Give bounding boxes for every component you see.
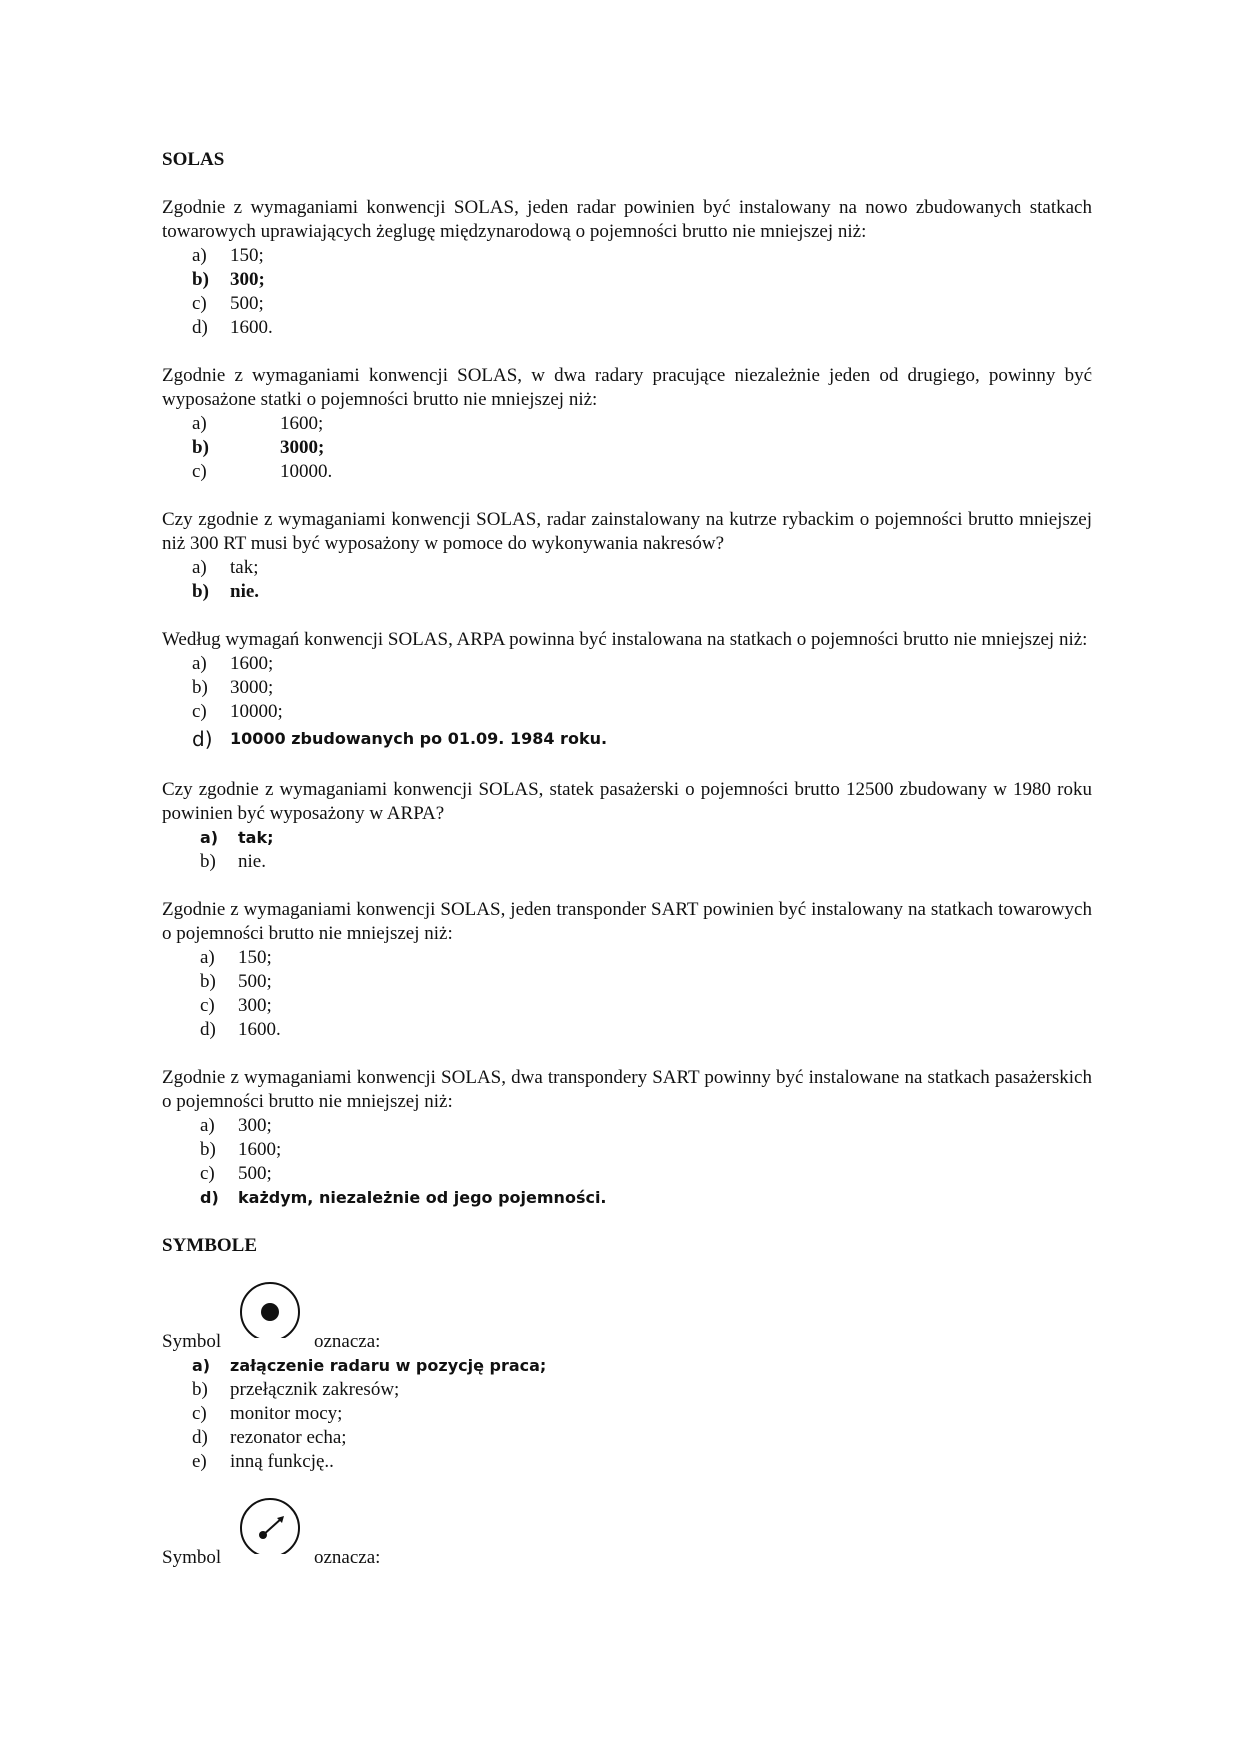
question-text: Zgodnie z wymaganiami konwencji SOLAS, jeden radar powinien być instalowany na nowo zbudowanych statkach towarowych uprawiających żeglugę międzynarodową o pojemności brutto nie mniejszej niż: [162, 197, 1092, 242]
options-list [162, 946, 1092, 1042]
radar-power-on-icon [238, 1282, 302, 1346]
option-b: b) 1600; [200, 1139, 282, 1160]
option-c: c) 500; [200, 1163, 272, 1184]
option-a: a) 150; [200, 947, 272, 968]
options-list [162, 1354, 1092, 1474]
option-b: b) nie. [200, 851, 266, 872]
option-e: e) inną funkcję.. [192, 1451, 334, 1472]
symbol-word: Symbol [162, 1547, 222, 1568]
question-6 [162, 898, 1092, 1042]
options-list [162, 412, 1092, 484]
question-3 [162, 508, 1092, 604]
option-a: a) 1600; [192, 413, 324, 434]
option-d: d) 1600. [200, 1019, 281, 1040]
options-list [162, 244, 1092, 340]
question-text: Zgodnie z wymaganiami konwencji SOLAS, jeden transponder SART powinien być instalowany na statkach towarowych o pojemności brutto nie mniejszej niż: [162, 899, 1092, 944]
question-text: Czy zgodnie z wymaganiami konwencji SOLAS, statek pasażerski o pojemności brutto 12500 zbudowany w 1980 roku powinien być wyposażony w ARPA? [162, 779, 1092, 824]
symbol-row [162, 1498, 1092, 1570]
options-list [162, 1114, 1092, 1210]
question-7 [162, 1066, 1092, 1210]
section-heading-solas: SOLAS [162, 149, 225, 170]
option-a-correct: a) tak; [200, 828, 274, 847]
option-a: a) 1600; [192, 653, 274, 674]
options-list [162, 556, 1092, 604]
range-scale-icon [238, 1498, 302, 1562]
option-c: c) 500; [192, 293, 264, 314]
option-b: b) przełącznik zakresów; [192, 1379, 400, 1400]
section-heading-symbole: SYMBOLE [162, 1235, 258, 1256]
option-c: c) 300; [200, 995, 272, 1016]
option-a: a) 300; [200, 1115, 272, 1136]
symbol-oznacza: oznacza: [314, 1331, 381, 1352]
option-d-correct: d) 10000 zbudowanych po 01.09. 1984 roku. [192, 727, 608, 751]
document-content [162, 148, 1092, 1570]
symbol-oznacza: oznacza: [314, 1547, 381, 1568]
symbol-row [162, 1282, 1092, 1354]
symbol-question-2 [162, 1498, 1092, 1570]
option-b: b) 500; [200, 971, 272, 992]
option-c: c) monitor mocy; [192, 1403, 343, 1424]
symbol-word: Symbol [162, 1331, 222, 1352]
option-a: a) 150; [192, 245, 264, 266]
option-a: a) tak; [192, 557, 259, 578]
options-list [162, 652, 1092, 754]
question-1 [162, 196, 1092, 340]
option-b-correct: b) nie. [192, 581, 260, 602]
question-text: Zgodnie z wymaganiami konwencji SOLAS, dwa transpondery SART powinny być instalowane na statkach pasażerskich o pojemności brutto nie mniejszej niż: [162, 1067, 1092, 1112]
question-4 [162, 628, 1092, 754]
option-b: b) 3000; [192, 677, 274, 698]
question-text: Czy zgodnie z wymaganiami konwencji SOLAS, radar zainstalowany na kutrze rybackim o pojemności brutto mniejszej niż 300 RT musi być wyposażony w pomoce do wykonywania nakresów? [162, 509, 1092, 554]
option-d: d) rezonator echa; [192, 1427, 347, 1448]
question-text: Zgodnie z wymaganiami konwencji SOLAS, w dwa radary pracujące niezależnie jeden od drugiego, powinny być wyposażone statki o pojemności brutto nie mniejszej niż: [162, 365, 1092, 410]
option-a-correct: a) załączenie radaru w pozycję praca; [192, 1356, 547, 1375]
question-5 [162, 778, 1092, 874]
option-b-correct: b) 300; [192, 269, 265, 290]
option-c: c) 10000; [192, 701, 283, 722]
option-d-correct: d) każdym, niezależnie od jego pojemności. [200, 1188, 607, 1207]
option-c: c) 10000. [192, 461, 333, 482]
symbol-question-1 [162, 1282, 1092, 1474]
options-list [162, 826, 1092, 874]
option-d: d) 1600. [192, 317, 273, 338]
option-b-correct: b) 3000; [192, 437, 325, 458]
question-text: Według wymagań konwencji SOLAS, ARPA powinna być instalowana na statkach o pojemności brutto nie mniejszej niż: [162, 629, 1088, 650]
question-2 [162, 364, 1092, 484]
